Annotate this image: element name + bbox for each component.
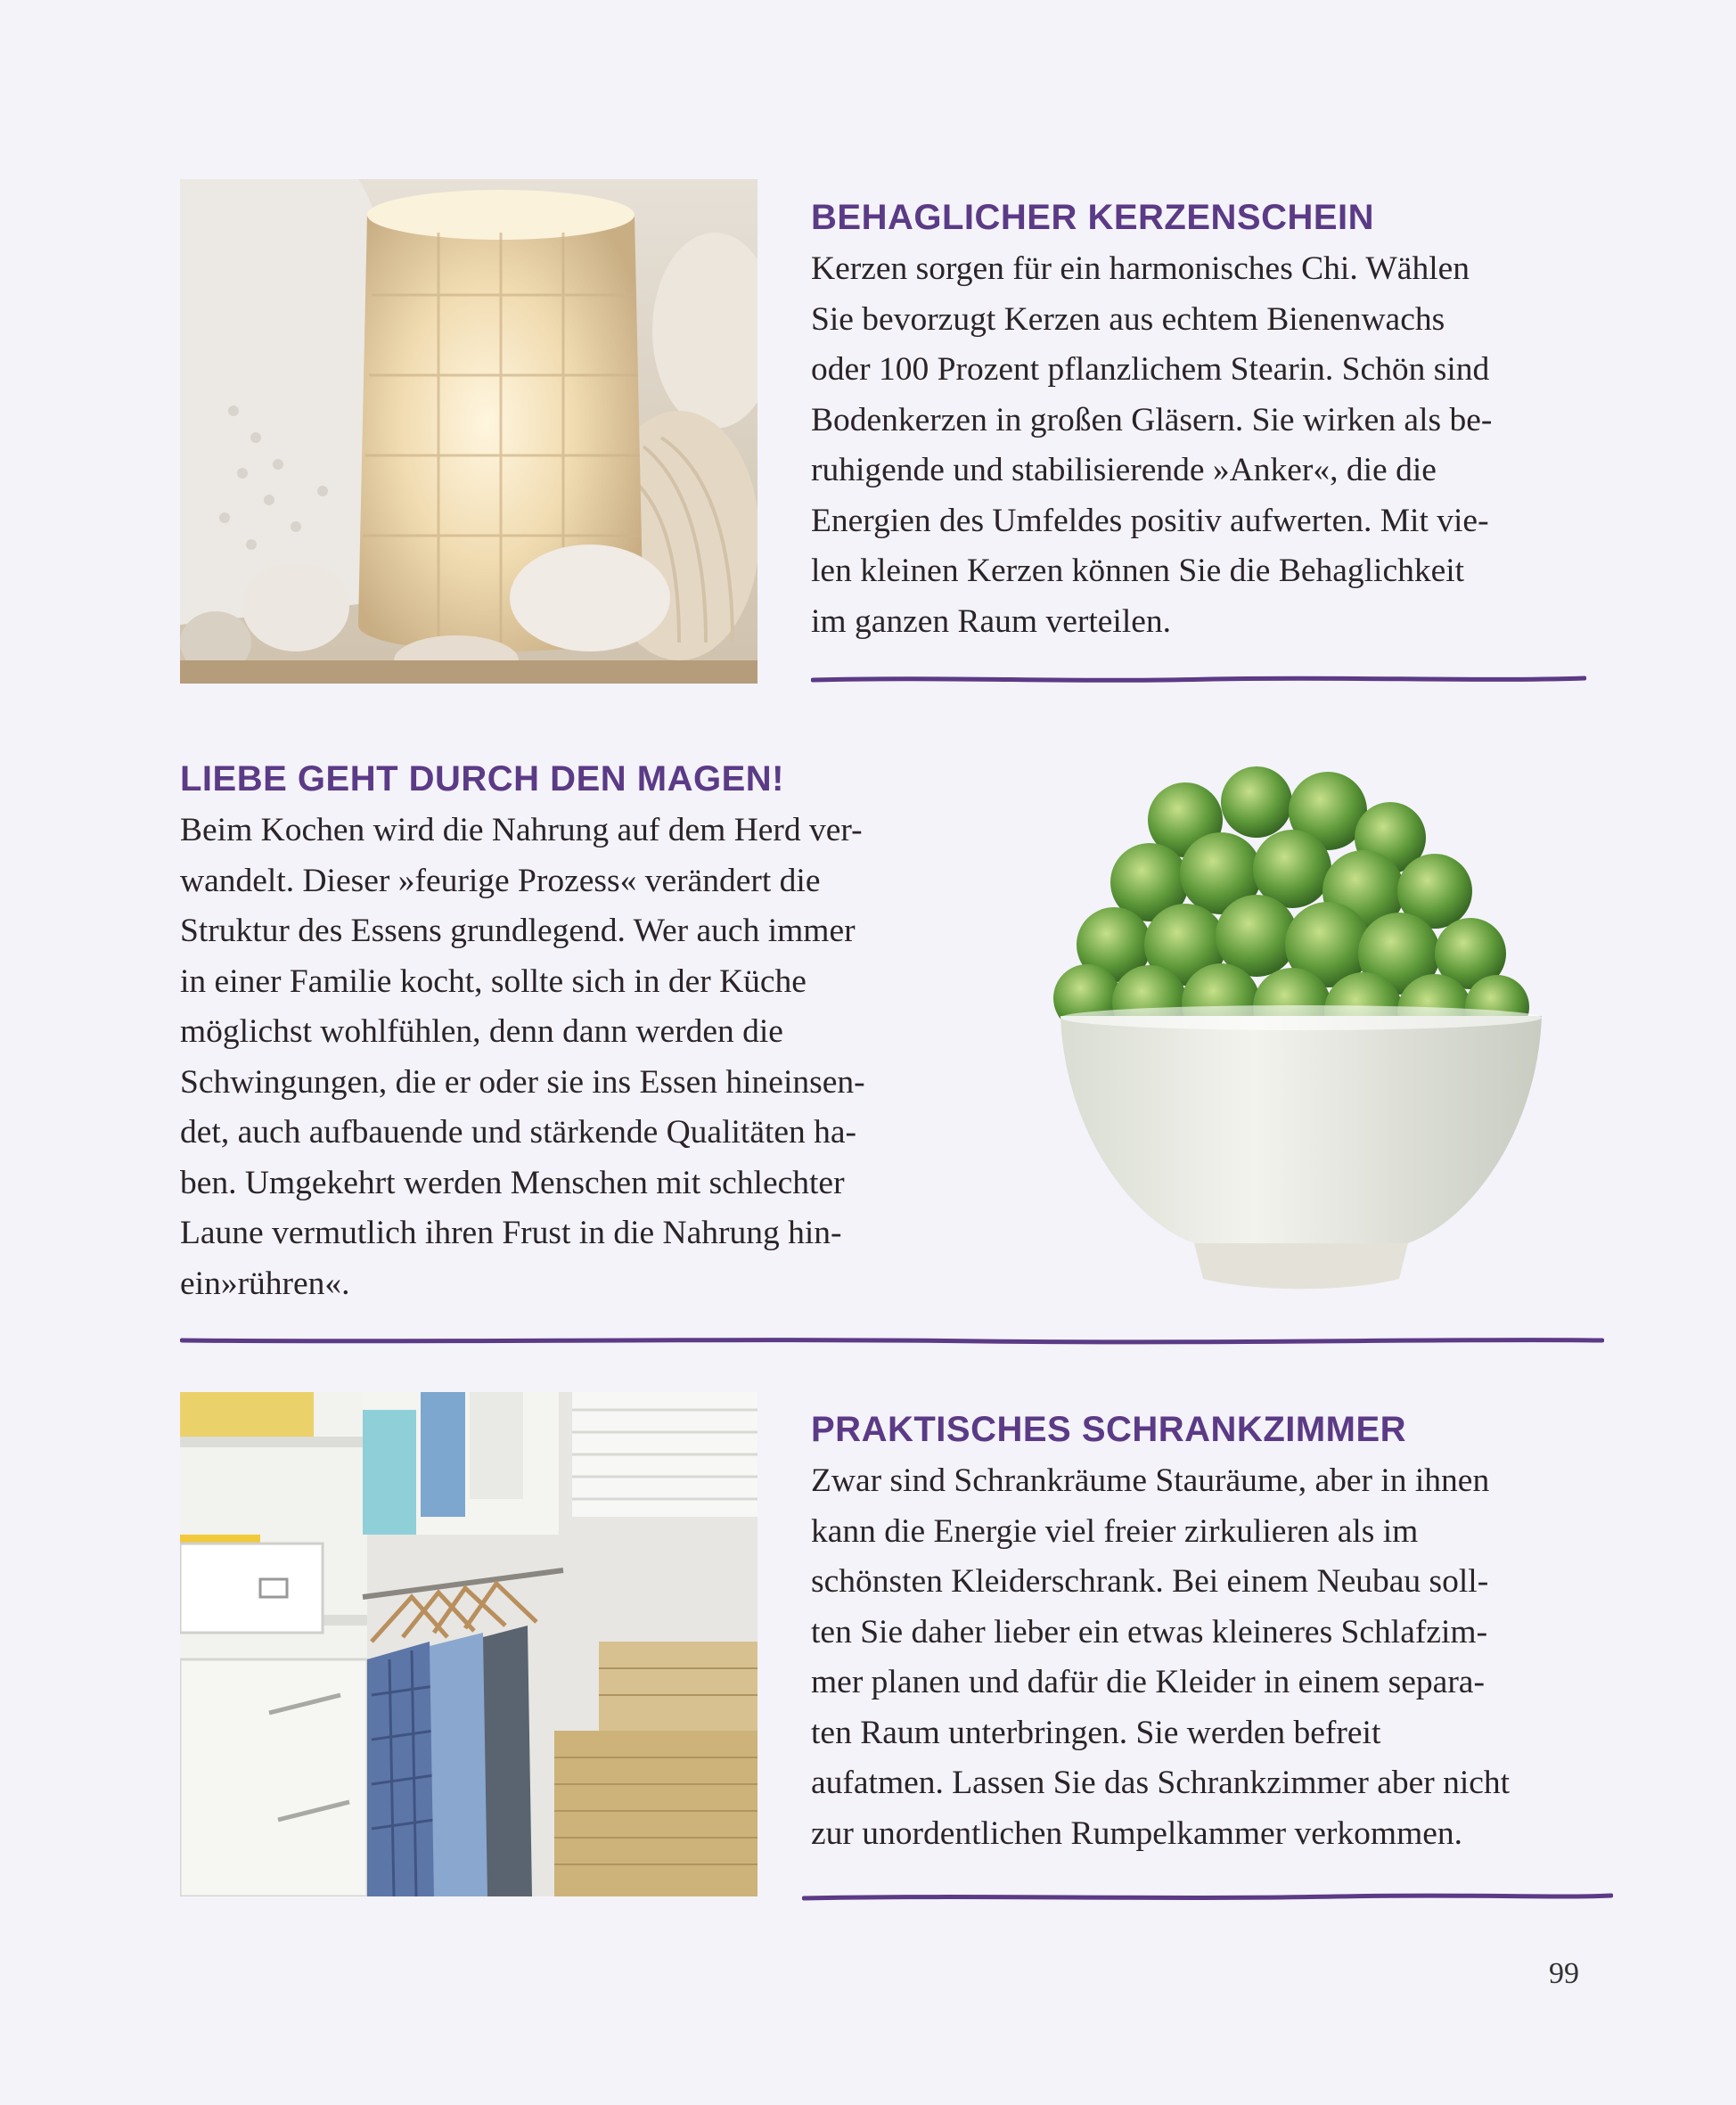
section-heading: BEHAGLICHER KERZENSCHEIN [811,198,1375,237]
section-heading: LIEBE GEHT DURCH DEN MAGEN! [180,759,784,799]
section-kitchen [180,758,982,1309]
section-heading: PRAKTISCHES SCHRANKZIMMER [811,1410,1407,1449]
divider-line [802,1891,1613,1904]
page-number: 99 [1549,1957,1579,1990]
section-body: Beim Kochen wird die Nahrung auf dem Herd ver- wandelt. Dieser »feurige Prozess« verändert die Struktur des Essens grundlegend. Wer auch immer in einer Familie kocht, sollte sich in der Küche möglichst wohlfühlen, denn dann werden die Schwingungen, die er oder sie ins Essen hineinsen- det, auch aufbauende und stärkende Qualitäten ha- ben. Umgekehrt werden Menschen mit schlechter Laune vermutlich ihren Frust in die Nahrung hin- ein»rühren«. [180,812,865,1302]
walk-in-closet-photo [180,1392,757,1896]
brussels-sprouts-photo [1052,758,1551,1310]
section-body: Zwar sind Schrankräume Stauräume, aber in ihnen kann die Energie viel freier zirkulieren als im schönsten Kleiderschrank. Bei einem Neubau soll- ten Sie daher lieber ein etwas kleineres Schlafzim- mer planen und dafür die Kleider in einem separa- ten Raum unterbringen. Sie werden befreit aufatmen. Lassen Sie das Schrankzimmer aber nicht zur unordentlichen Rumpelkammer verkommen. [811,1462,1511,1852]
divider-line [811,674,1586,686]
divider-line [180,1335,1604,1347]
section-candles [811,196,1595,647]
section-closet [811,1408,1613,1859]
section-body: Kerzen sorgen für ein harmonisches Chi. Wählen Sie bevorzugt Kerzen aus echtem Bienenwachs oder 100 Prozent pflanzlichem Stearin. Schön sind Bodenkerzen in großen Gläsern. Sie wirken als be- ruhigende und stabilisierende »Anker«, die die Energien des Umfeldes positiv aufwerten. Mit vie- len kleinen Kerzen können Sie die Behaglichkeit im ganzen Raum verteilen. [811,250,1493,640]
candle-photo [180,179,757,684]
